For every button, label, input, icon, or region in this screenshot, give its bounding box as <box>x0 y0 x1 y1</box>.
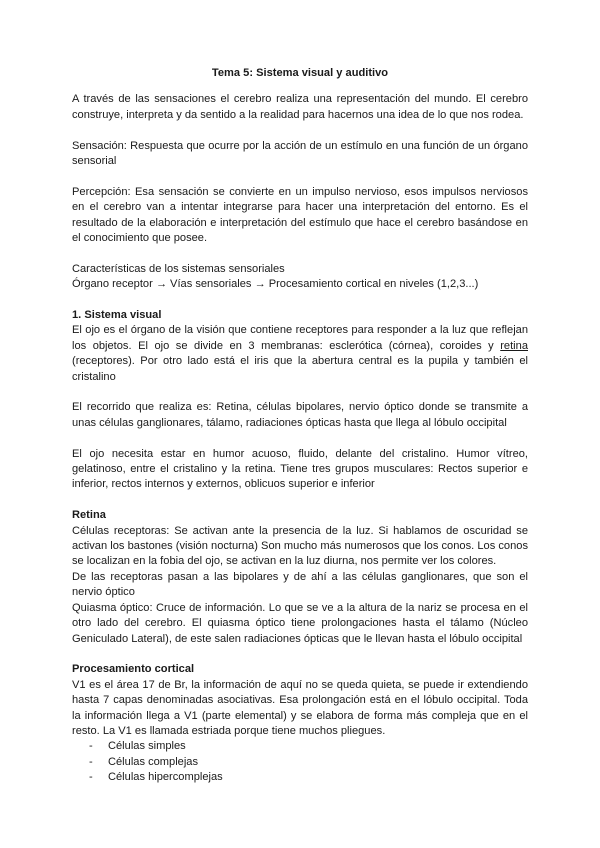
dash-bullet: - <box>89 740 93 753</box>
dash-bullet: - <box>89 755 93 768</box>
list-item <box>89 755 528 770</box>
pipeline-line: Órgano receptor → Vías sensoriales → Procesamiento cortical en niveles (1,2,3...) <box>72 278 479 291</box>
retina-paragraph-2: De las receptoras pasan a las bipolares y de ahí a las células ganglionares, que son el nervio óptico <box>72 570 528 599</box>
spacer <box>72 246 528 261</box>
list-item-label: Células simples <box>108 740 186 753</box>
sistema-visual-paragraph-2: El recorrido que realiza es: Retina, células bipolares, nervio óptico donde se transmite a unas células ganglionares, tálamo, radiaciones ópticas hasta que llega al lóbulo occipital <box>72 401 528 429</box>
spacer <box>72 385 528 400</box>
text-run: El ojo es el órgano de la visión que contiene receptores para responder a la luz que reflejan los objetos. El ojo se divide en 3 membranas: esclerótica (córnea), coroides y <box>72 324 528 352</box>
dash-bullet: - <box>89 771 93 784</box>
list-item-label: Células complejas <box>108 755 199 768</box>
sistema-visual-paragraph-3: El ojo necesita estar en humor acuoso, fluido, delante del cristalino. Humor vítreo, gelatinoso, entre el cristalino y la retina. Tiene tres grupos musculares: Rectos superior e inferior, rectos internos y externos, oblicuos superior e inferior <box>72 447 528 491</box>
document-page <box>72 66 528 786</box>
list-item <box>89 770 528 785</box>
spacer <box>72 123 528 138</box>
section-heading-procesamiento: Procesamiento cortical <box>72 663 195 676</box>
page-title: Tema 5: Sistema visual y auditivo <box>211 67 389 79</box>
list-item-label: Células hipercomplejas <box>108 771 223 784</box>
section-heading-sistema-visual: 1. Sistema visual <box>72 309 162 322</box>
retina-paragraph-1: Células receptoras: Se activan ante la presencia de la luz. Si hablamos de oscuridad se activan los bastones (visión nocturna) Son mucho más numerosos que los conos. Los conos se localizan en la fobia del ojo, se activan en la luz diurna, nos permite ver los colores. <box>72 524 528 568</box>
text-run: (receptores). Por otro lado está el iris que la abertura central es la pupila y también el cristalino <box>72 355 528 383</box>
procesamiento-paragraph: V1 es el área 17 de Br, la información de aquí no se queda quieta, se puede ir extendiendo hasta 7 capas denominadas asociativas. Esa prolongación está en el lóbulo occipital. Toda la información llega a V1 (parte elemental) y se elabora de forma más compleja que en el resto. La V1 es llamada estriada porque tiene muchos pliegues. <box>72 678 528 737</box>
percepcion-paragraph: Percepción: Esa sensación se convierte en un impulso nervioso, esos impulsos nerviosos en el cerebro van a intentar integrarse para hacer una interpretación del entorno. Es el resultado de la elaboración e interpretación del estímulo que hace el cerebro basándose en el conocimiento que posee. <box>72 185 528 245</box>
spacer <box>72 493 528 508</box>
cell-types-list <box>72 739 528 785</box>
caracteristicas-line: Características de los sistemas sensoriales <box>72 262 285 275</box>
intro-paragraph: A través de las sensaciones el cerebro realiza una representación del mundo. El cerebro construye, interpreta y da sentido a la realidad para hacernos una idea de lo que nos rodea. <box>72 93 528 121</box>
spacer <box>72 169 528 184</box>
sistema-visual-paragraph-1 <box>72 323 528 385</box>
list-item <box>89 739 528 754</box>
section-heading-retina: Retina <box>72 509 106 522</box>
retina-paragraph-3: Quiasma óptico: Cruce de información. Lo que se ve a la altura de la nariz se procesa en el otro lado del cerebro. El quiasma óptico tiene prolongaciones hasta el tálamo (Núcleo Geniculado Lateral), de este salen radiaciones ópticas que le llevan hasta el lóbulo occipital <box>72 601 528 645</box>
sensacion-paragraph: Sensación: Respuesta que ocurre por la acción de un estímulo en una función de un órgano sensorial <box>72 139 528 168</box>
spacer <box>72 647 528 662</box>
spacer <box>72 431 528 446</box>
underlined-term-retina: retina <box>500 339 528 352</box>
spacer <box>72 293 528 308</box>
